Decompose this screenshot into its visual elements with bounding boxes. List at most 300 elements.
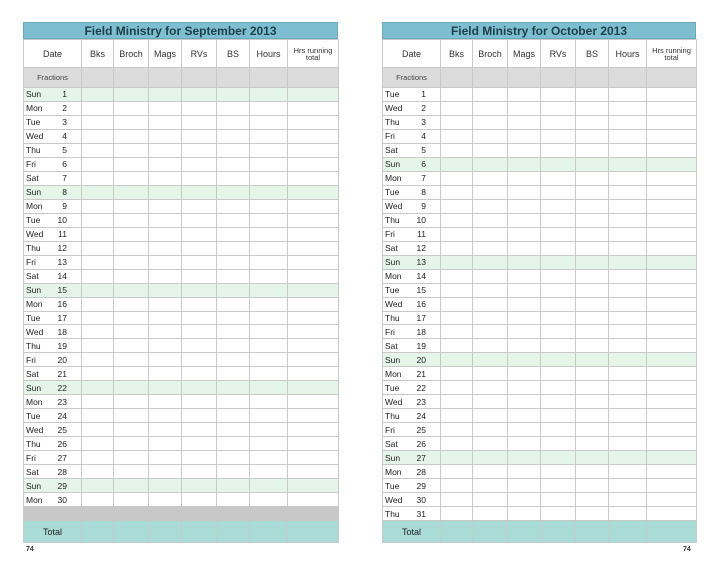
- entry-cell[interactable]: [149, 213, 182, 227]
- entry-cell[interactable]: [609, 171, 647, 185]
- entry-cell[interactable]: [182, 269, 217, 283]
- entry-cell[interactable]: [217, 339, 250, 353]
- entry-cell[interactable]: [609, 115, 647, 129]
- entry-cell[interactable]: [473, 255, 508, 269]
- entry-cell[interactable]: [149, 325, 182, 339]
- entry-cell[interactable]: [647, 269, 697, 283]
- entry-cell[interactable]: [114, 479, 149, 493]
- entry-cell[interactable]: [250, 199, 288, 213]
- entry-cell[interactable]: [441, 437, 473, 451]
- entry-cell[interactable]: [250, 465, 288, 479]
- entry-cell[interactable]: [149, 255, 182, 269]
- entry-cell[interactable]: [647, 68, 697, 88]
- entry-cell[interactable]: [576, 409, 609, 423]
- entry-cell[interactable]: [217, 297, 250, 311]
- entry-cell[interactable]: [441, 283, 473, 297]
- entry-cell[interactable]: [149, 185, 182, 199]
- entry-cell[interactable]: [182, 213, 217, 227]
- entry-cell[interactable]: [250, 255, 288, 269]
- entry-cell[interactable]: [288, 381, 339, 395]
- entry-cell[interactable]: [288, 115, 339, 129]
- entry-cell[interactable]: [182, 521, 217, 543]
- entry-cell[interactable]: [647, 507, 697, 521]
- entry-cell[interactable]: [647, 493, 697, 507]
- entry-cell[interactable]: [288, 255, 339, 269]
- entry-cell[interactable]: [250, 88, 288, 102]
- entry-cell[interactable]: [217, 171, 250, 185]
- entry-cell[interactable]: [288, 143, 339, 157]
- entry-cell[interactable]: [508, 395, 541, 409]
- entry-cell[interactable]: [647, 353, 697, 367]
- entry-cell[interactable]: [288, 311, 339, 325]
- entry-cell[interactable]: [114, 283, 149, 297]
- entry-cell[interactable]: [82, 423, 114, 437]
- entry-cell[interactable]: [609, 199, 647, 213]
- entry-cell[interactable]: [647, 325, 697, 339]
- entry-cell[interactable]: [182, 101, 217, 115]
- entry-cell[interactable]: [609, 521, 647, 543]
- entry-cell[interactable]: [114, 395, 149, 409]
- entry-cell[interactable]: [114, 493, 149, 507]
- entry-cell[interactable]: [441, 325, 473, 339]
- entry-cell[interactable]: [576, 88, 609, 102]
- entry-cell[interactable]: [250, 213, 288, 227]
- entry-cell[interactable]: [473, 479, 508, 493]
- entry-cell[interactable]: [609, 381, 647, 395]
- entry-cell[interactable]: [250, 381, 288, 395]
- entry-cell[interactable]: [441, 213, 473, 227]
- entry-cell[interactable]: [576, 339, 609, 353]
- entry-cell[interactable]: [114, 409, 149, 423]
- entry-cell[interactable]: [182, 395, 217, 409]
- entry-cell[interactable]: [441, 465, 473, 479]
- entry-cell[interactable]: [182, 68, 217, 88]
- entry-cell[interactable]: [149, 269, 182, 283]
- entry-cell[interactable]: [114, 199, 149, 213]
- entry-cell[interactable]: [288, 493, 339, 507]
- entry-cell[interactable]: [609, 88, 647, 102]
- entry-cell[interactable]: [541, 479, 576, 493]
- entry-cell[interactable]: [182, 185, 217, 199]
- entry-cell[interactable]: [288, 353, 339, 367]
- entry-cell[interactable]: [182, 88, 217, 102]
- entry-cell[interactable]: [609, 395, 647, 409]
- entry-cell[interactable]: [473, 199, 508, 213]
- entry-cell[interactable]: [182, 353, 217, 367]
- entry-cell[interactable]: [473, 507, 508, 521]
- entry-cell[interactable]: [609, 507, 647, 521]
- entry-cell[interactable]: [508, 353, 541, 367]
- entry-cell[interactable]: [149, 409, 182, 423]
- entry-cell[interactable]: [441, 269, 473, 283]
- entry-cell[interactable]: [647, 479, 697, 493]
- entry-cell[interactable]: [508, 325, 541, 339]
- entry-cell[interactable]: [82, 395, 114, 409]
- entry-cell[interactable]: [114, 227, 149, 241]
- entry-cell[interactable]: [473, 423, 508, 437]
- entry-cell[interactable]: [647, 185, 697, 199]
- entry-cell[interactable]: [441, 297, 473, 311]
- entry-cell[interactable]: [82, 409, 114, 423]
- entry-cell[interactable]: [182, 493, 217, 507]
- entry-cell[interactable]: [217, 269, 250, 283]
- entry-cell[interactable]: [250, 227, 288, 241]
- entry-cell[interactable]: [288, 88, 339, 102]
- entry-cell[interactable]: [288, 68, 339, 88]
- entry-cell[interactable]: [508, 283, 541, 297]
- entry-cell[interactable]: [609, 409, 647, 423]
- entry-cell[interactable]: [288, 241, 339, 255]
- entry-cell[interactable]: [114, 241, 149, 255]
- entry-cell[interactable]: [441, 507, 473, 521]
- entry-cell[interactable]: [82, 157, 114, 171]
- entry-cell[interactable]: [114, 171, 149, 185]
- entry-cell[interactable]: [541, 339, 576, 353]
- entry-cell[interactable]: [82, 68, 114, 88]
- entry-cell[interactable]: [508, 493, 541, 507]
- entry-cell[interactable]: [182, 171, 217, 185]
- entry-cell[interactable]: [288, 283, 339, 297]
- entry-cell[interactable]: [473, 395, 508, 409]
- entry-cell[interactable]: [250, 129, 288, 143]
- entry-cell[interactable]: [541, 367, 576, 381]
- entry-cell[interactable]: [473, 521, 508, 543]
- entry-cell[interactable]: [288, 395, 339, 409]
- entry-cell[interactable]: [473, 227, 508, 241]
- entry-cell[interactable]: [149, 465, 182, 479]
- entry-cell[interactable]: [647, 423, 697, 437]
- entry-cell[interactable]: [576, 451, 609, 465]
- entry-cell[interactable]: [114, 255, 149, 269]
- entry-cell[interactable]: [508, 171, 541, 185]
- entry-cell[interactable]: [149, 311, 182, 325]
- entry-cell[interactable]: [647, 297, 697, 311]
- entry-cell[interactable]: [541, 129, 576, 143]
- entry-cell[interactable]: [182, 479, 217, 493]
- entry-cell[interactable]: [182, 227, 217, 241]
- entry-cell[interactable]: [441, 479, 473, 493]
- entry-cell[interactable]: [473, 465, 508, 479]
- entry-cell[interactable]: [250, 325, 288, 339]
- entry-cell[interactable]: [149, 143, 182, 157]
- entry-cell[interactable]: [576, 507, 609, 521]
- entry-cell[interactable]: [182, 423, 217, 437]
- entry-cell[interactable]: [250, 269, 288, 283]
- entry-cell[interactable]: [508, 213, 541, 227]
- entry-cell[interactable]: [182, 241, 217, 255]
- entry-cell[interactable]: [114, 465, 149, 479]
- entry-cell[interactable]: [217, 199, 250, 213]
- entry-cell[interactable]: [114, 269, 149, 283]
- entry-cell[interactable]: [473, 339, 508, 353]
- entry-cell[interactable]: [647, 521, 697, 543]
- entry-cell[interactable]: [541, 381, 576, 395]
- entry-cell[interactable]: [647, 437, 697, 451]
- entry-cell[interactable]: [576, 465, 609, 479]
- entry-cell[interactable]: [114, 311, 149, 325]
- entry-cell[interactable]: [473, 325, 508, 339]
- entry-cell[interactable]: [217, 185, 250, 199]
- entry-cell[interactable]: [609, 101, 647, 115]
- entry-cell[interactable]: [288, 199, 339, 213]
- entry-cell[interactable]: [82, 255, 114, 269]
- entry-cell[interactable]: [441, 143, 473, 157]
- entry-cell[interactable]: [473, 381, 508, 395]
- entry-cell[interactable]: [609, 143, 647, 157]
- entry-cell[interactable]: [182, 465, 217, 479]
- entry-cell[interactable]: [149, 297, 182, 311]
- entry-cell[interactable]: [473, 213, 508, 227]
- entry-cell[interactable]: [182, 283, 217, 297]
- entry-cell[interactable]: [647, 199, 697, 213]
- entry-cell[interactable]: [473, 115, 508, 129]
- entry-cell[interactable]: [149, 199, 182, 213]
- entry-cell[interactable]: [609, 157, 647, 171]
- entry-cell[interactable]: [114, 88, 149, 102]
- entry-cell[interactable]: [82, 465, 114, 479]
- entry-cell[interactable]: [149, 395, 182, 409]
- entry-cell[interactable]: [647, 381, 697, 395]
- entry-cell[interactable]: [114, 115, 149, 129]
- entry-cell[interactable]: [114, 157, 149, 171]
- entry-cell[interactable]: [217, 115, 250, 129]
- entry-cell[interactable]: [576, 311, 609, 325]
- entry-cell[interactable]: [541, 423, 576, 437]
- entry-cell[interactable]: [609, 479, 647, 493]
- entry-cell[interactable]: [508, 115, 541, 129]
- entry-cell[interactable]: [508, 143, 541, 157]
- entry-cell[interactable]: [82, 437, 114, 451]
- entry-cell[interactable]: [182, 129, 217, 143]
- entry-cell[interactable]: [182, 367, 217, 381]
- entry-cell[interactable]: [288, 367, 339, 381]
- entry-cell[interactable]: [288, 101, 339, 115]
- entry-cell[interactable]: [576, 479, 609, 493]
- entry-cell[interactable]: [217, 381, 250, 395]
- entry-cell[interactable]: [473, 269, 508, 283]
- entry-cell[interactable]: [576, 395, 609, 409]
- entry-cell[interactable]: [576, 115, 609, 129]
- entry-cell[interactable]: [149, 88, 182, 102]
- entry-cell[interactable]: [288, 479, 339, 493]
- entry-cell[interactable]: [217, 101, 250, 115]
- entry-cell[interactable]: [441, 353, 473, 367]
- entry-cell[interactable]: [647, 339, 697, 353]
- entry-cell[interactable]: [473, 171, 508, 185]
- entry-cell[interactable]: [609, 493, 647, 507]
- entry-cell[interactable]: [182, 381, 217, 395]
- entry-cell[interactable]: [508, 437, 541, 451]
- entry-cell[interactable]: [647, 213, 697, 227]
- entry-cell[interactable]: [182, 325, 217, 339]
- entry-cell[interactable]: [541, 283, 576, 297]
- entry-cell[interactable]: [288, 185, 339, 199]
- entry-cell[interactable]: [82, 451, 114, 465]
- entry-cell[interactable]: [576, 367, 609, 381]
- entry-cell[interactable]: [508, 68, 541, 88]
- entry-cell[interactable]: [576, 353, 609, 367]
- entry-cell[interactable]: [82, 479, 114, 493]
- entry-cell[interactable]: [288, 269, 339, 283]
- entry-cell[interactable]: [82, 521, 114, 543]
- entry-cell[interactable]: [576, 227, 609, 241]
- entry-cell[interactable]: [541, 241, 576, 255]
- entry-cell[interactable]: [82, 241, 114, 255]
- entry-cell[interactable]: [250, 339, 288, 353]
- entry-cell[interactable]: [441, 241, 473, 255]
- entry-cell[interactable]: [82, 283, 114, 297]
- entry-cell[interactable]: [114, 353, 149, 367]
- entry-cell[interactable]: [182, 157, 217, 171]
- entry-cell[interactable]: [149, 479, 182, 493]
- entry-cell[interactable]: [217, 437, 250, 451]
- entry-cell[interactable]: [149, 353, 182, 367]
- entry-cell[interactable]: [182, 451, 217, 465]
- entry-cell[interactable]: [609, 353, 647, 367]
- entry-cell[interactable]: [149, 115, 182, 129]
- entry-cell[interactable]: [182, 255, 217, 269]
- entry-cell[interactable]: [541, 269, 576, 283]
- entry-cell[interactable]: [508, 507, 541, 521]
- entry-cell[interactable]: [288, 227, 339, 241]
- entry-cell[interactable]: [541, 213, 576, 227]
- entry-cell[interactable]: [217, 88, 250, 102]
- entry-cell[interactable]: [541, 395, 576, 409]
- entry-cell[interactable]: [508, 465, 541, 479]
- entry-cell[interactable]: [288, 465, 339, 479]
- entry-cell[interactable]: [114, 521, 149, 543]
- entry-cell[interactable]: [441, 157, 473, 171]
- entry-cell[interactable]: [473, 88, 508, 102]
- entry-cell[interactable]: [217, 325, 250, 339]
- entry-cell[interactable]: [82, 339, 114, 353]
- entry-cell[interactable]: [82, 269, 114, 283]
- entry-cell[interactable]: [441, 521, 473, 543]
- entry-cell[interactable]: [82, 325, 114, 339]
- entry-cell[interactable]: [217, 227, 250, 241]
- entry-cell[interactable]: [217, 521, 250, 543]
- entry-cell[interactable]: [250, 68, 288, 88]
- entry-cell[interactable]: [609, 269, 647, 283]
- entry-cell[interactable]: [541, 297, 576, 311]
- entry-cell[interactable]: [82, 493, 114, 507]
- entry-cell[interactable]: [647, 129, 697, 143]
- entry-cell[interactable]: [82, 88, 114, 102]
- entry-cell[interactable]: [217, 465, 250, 479]
- entry-cell[interactable]: [217, 283, 250, 297]
- entry-cell[interactable]: [288, 213, 339, 227]
- entry-cell[interactable]: [441, 409, 473, 423]
- entry-cell[interactable]: [541, 115, 576, 129]
- entry-cell[interactable]: [576, 521, 609, 543]
- entry-cell[interactable]: [473, 353, 508, 367]
- entry-cell[interactable]: [609, 283, 647, 297]
- entry-cell[interactable]: [114, 143, 149, 157]
- entry-cell[interactable]: [441, 395, 473, 409]
- entry-cell[interactable]: [508, 88, 541, 102]
- entry-cell[interactable]: [149, 283, 182, 297]
- entry-cell[interactable]: [473, 283, 508, 297]
- entry-cell[interactable]: [541, 353, 576, 367]
- entry-cell[interactable]: [441, 115, 473, 129]
- entry-cell[interactable]: [250, 409, 288, 423]
- entry-cell[interactable]: [508, 241, 541, 255]
- entry-cell[interactable]: [576, 171, 609, 185]
- entry-cell[interactable]: [217, 129, 250, 143]
- entry-cell[interactable]: [250, 115, 288, 129]
- entry-cell[interactable]: [647, 227, 697, 241]
- entry-cell[interactable]: [441, 199, 473, 213]
- entry-cell[interactable]: [250, 185, 288, 199]
- entry-cell[interactable]: [182, 297, 217, 311]
- entry-cell[interactable]: [82, 353, 114, 367]
- entry-cell[interactable]: [149, 157, 182, 171]
- entry-cell[interactable]: [82, 185, 114, 199]
- entry-cell[interactable]: [114, 339, 149, 353]
- entry-cell[interactable]: [288, 325, 339, 339]
- entry-cell[interactable]: [82, 311, 114, 325]
- entry-cell[interactable]: [647, 241, 697, 255]
- entry-cell[interactable]: [609, 255, 647, 269]
- entry-cell[interactable]: [576, 297, 609, 311]
- entry-cell[interactable]: [541, 437, 576, 451]
- entry-cell[interactable]: [82, 213, 114, 227]
- entry-cell[interactable]: [541, 493, 576, 507]
- entry-cell[interactable]: [576, 101, 609, 115]
- entry-cell[interactable]: [288, 297, 339, 311]
- entry-cell[interactable]: [182, 339, 217, 353]
- entry-cell[interactable]: [441, 129, 473, 143]
- entry-cell[interactable]: [250, 493, 288, 507]
- entry-cell[interactable]: [576, 157, 609, 171]
- entry-cell[interactable]: [82, 171, 114, 185]
- entry-cell[interactable]: [609, 367, 647, 381]
- entry-cell[interactable]: [250, 395, 288, 409]
- entry-cell[interactable]: [609, 297, 647, 311]
- entry-cell[interactable]: [473, 129, 508, 143]
- entry-cell[interactable]: [647, 283, 697, 297]
- entry-cell[interactable]: [250, 367, 288, 381]
- entry-cell[interactable]: [114, 101, 149, 115]
- entry-cell[interactable]: [541, 157, 576, 171]
- entry-cell[interactable]: [647, 115, 697, 129]
- entry-cell[interactable]: [508, 479, 541, 493]
- entry-cell[interactable]: [82, 101, 114, 115]
- entry-cell[interactable]: [217, 143, 250, 157]
- entry-cell[interactable]: [609, 129, 647, 143]
- entry-cell[interactable]: [647, 171, 697, 185]
- entry-cell[interactable]: [441, 227, 473, 241]
- entry-cell[interactable]: [217, 493, 250, 507]
- entry-cell[interactable]: [541, 409, 576, 423]
- entry-cell[interactable]: [609, 339, 647, 353]
- entry-cell[interactable]: [288, 339, 339, 353]
- entry-cell[interactable]: [576, 199, 609, 213]
- entry-cell[interactable]: [82, 381, 114, 395]
- entry-cell[interactable]: [541, 171, 576, 185]
- entry-cell[interactable]: [441, 451, 473, 465]
- entry-cell[interactable]: [114, 381, 149, 395]
- entry-cell[interactable]: [541, 451, 576, 465]
- entry-cell[interactable]: [182, 437, 217, 451]
- entry-cell[interactable]: [441, 311, 473, 325]
- entry-cell[interactable]: [609, 465, 647, 479]
- entry-cell[interactable]: [114, 325, 149, 339]
- entry-cell[interactable]: [576, 437, 609, 451]
- entry-cell[interactable]: [609, 325, 647, 339]
- entry-cell[interactable]: [541, 521, 576, 543]
- entry-cell[interactable]: [576, 269, 609, 283]
